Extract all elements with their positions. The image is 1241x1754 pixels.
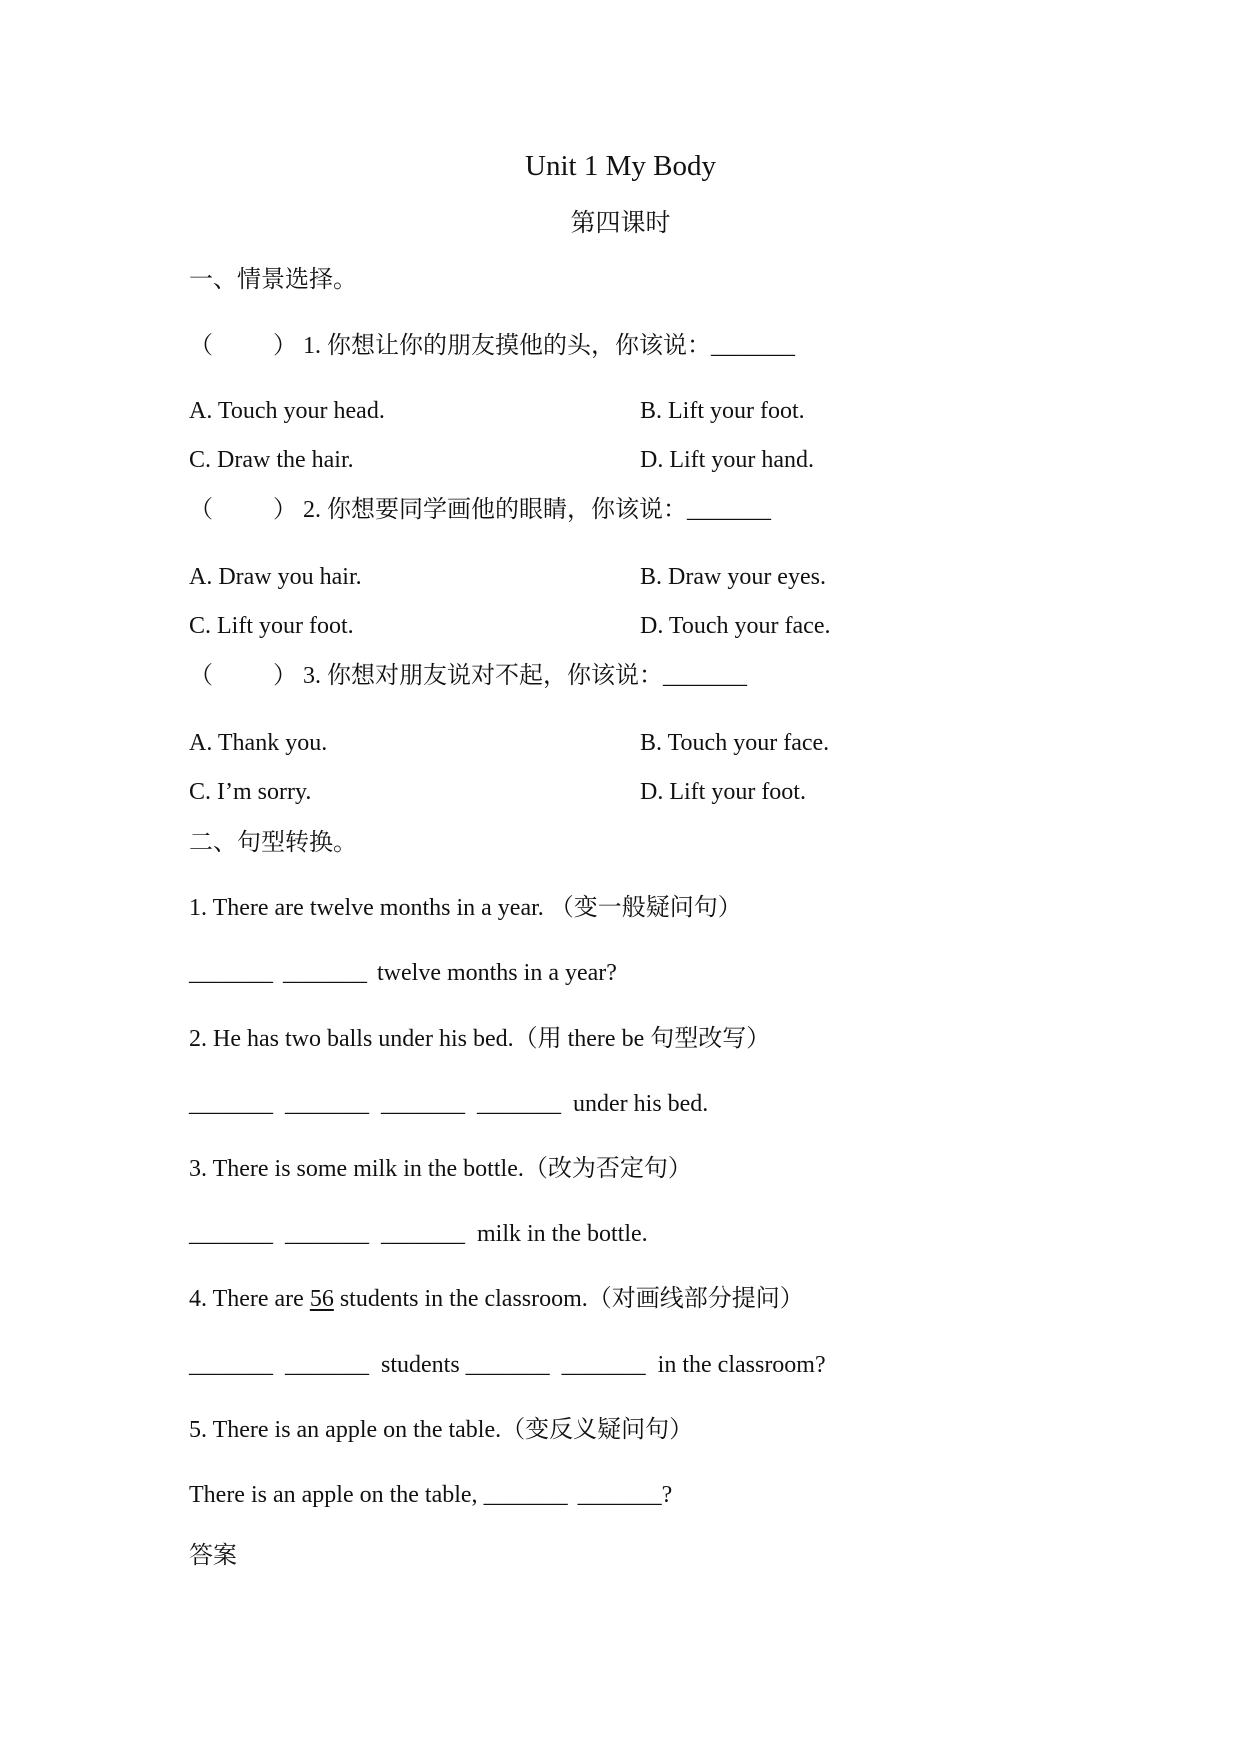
question-1-stem <box>189 331 795 361</box>
answers-heading: 答案 <box>189 1543 237 1569</box>
answer-blank: _______ <box>381 1221 465 1247</box>
transform-item-1-answer <box>189 958 617 988</box>
transform-item-5-prompt: 5. There is an apple on the table.（变反义疑问句） <box>189 1417 694 1443</box>
transform-item-3-answer <box>189 1219 648 1249</box>
answer-blank: _______ <box>561 1352 646 1378</box>
answer-blank: _______ <box>577 1482 662 1508</box>
answer-paren-close: ） <box>273 497 297 523</box>
answer-blank: _______ <box>477 1091 561 1117</box>
question-text: 2. 你想要同学画他的眼睛，你该说：_______ <box>303 497 771 523</box>
transform-item-2-prompt: 2. He has two balls under his bed.（用 there be 句型改写） <box>189 1026 771 1052</box>
question-text: 1. 你想让你的朋友摸他的头，你该说：_______ <box>303 333 795 359</box>
section-1-heading: 一、情景选择。 <box>189 267 357 293</box>
option-b: B. Touch your face. <box>640 730 830 756</box>
section-2-heading: 二、句型转换。 <box>189 830 357 856</box>
option-c: C. Lift your foot. <box>189 613 354 639</box>
option-a: A. Draw you hair. <box>189 564 362 590</box>
answer-head: There is an apple on the table, <box>189 1482 478 1508</box>
underlined-number: 56 <box>309 1286 334 1312</box>
answer-paren-open: （ <box>189 333 213 359</box>
answer-paren-open: （ <box>189 497 213 523</box>
answer-paren-close: ） <box>273 333 297 359</box>
question-3-stem <box>189 661 747 691</box>
page-title: Unit 1 My Body <box>525 150 716 182</box>
answer-blank: _______ <box>465 1352 550 1378</box>
answer-tail: under his bed. <box>573 1091 709 1117</box>
question-text: 3. 你想对朋友说对不起，你该说：_______ <box>303 663 747 689</box>
answer-tail: ? <box>661 1482 673 1508</box>
transform-item-3-prompt: 3. There is some milk in the bottle.（改为否定句） <box>189 1156 692 1182</box>
answer-blank: _______ <box>285 1352 369 1378</box>
answer-blank: _______ <box>189 1221 273 1247</box>
option-b: B. Lift your foot. <box>640 398 805 424</box>
option-c: C. Draw the hair. <box>189 447 354 473</box>
prompt-text: students in the classroom.（对画线部分提问） <box>339 1286 804 1312</box>
answer-blank: _______ <box>483 1482 568 1508</box>
answer-blank: _______ <box>285 1091 369 1117</box>
prompt-text: 4. There are <box>189 1286 304 1312</box>
answer-blank: _______ <box>283 960 367 986</box>
answer-blank: _______ <box>189 960 273 986</box>
option-a: A. Thank you. <box>189 730 328 756</box>
answer-paren-close: ） <box>273 663 297 689</box>
option-b: B. Draw your eyes. <box>640 564 826 590</box>
answer-mid: students <box>381 1352 460 1378</box>
option-a: A. Touch your head. <box>189 398 385 424</box>
answer-blank: _______ <box>189 1352 273 1378</box>
transform-item-1-prompt: 1. There are twelve months in a year. （变一般疑问句） <box>189 895 742 921</box>
transform-item-2-answer <box>189 1089 708 1119</box>
option-c: C. I’m sorry. <box>189 779 312 805</box>
option-d: D. Lift your hand. <box>640 447 814 473</box>
lesson-subtitle: 第四课时 <box>570 210 671 237</box>
answer-tail: twelve months in a year? <box>377 960 617 986</box>
transform-item-4-prompt <box>189 1284 804 1314</box>
option-d: D. Touch your face. <box>640 613 831 639</box>
transform-item-5-answer <box>189 1480 672 1510</box>
answer-tail: in the classroom? <box>657 1352 826 1378</box>
answer-blank: _______ <box>189 1091 273 1117</box>
answer-paren-open: （ <box>189 663 213 689</box>
option-d: D. Lift your foot. <box>640 779 806 805</box>
transform-item-4-answer <box>189 1350 826 1380</box>
answer-tail: milk in the bottle. <box>477 1221 648 1247</box>
answer-blank: _______ <box>285 1221 369 1247</box>
answer-blank: _______ <box>381 1091 465 1117</box>
question-2-stem <box>189 495 771 525</box>
